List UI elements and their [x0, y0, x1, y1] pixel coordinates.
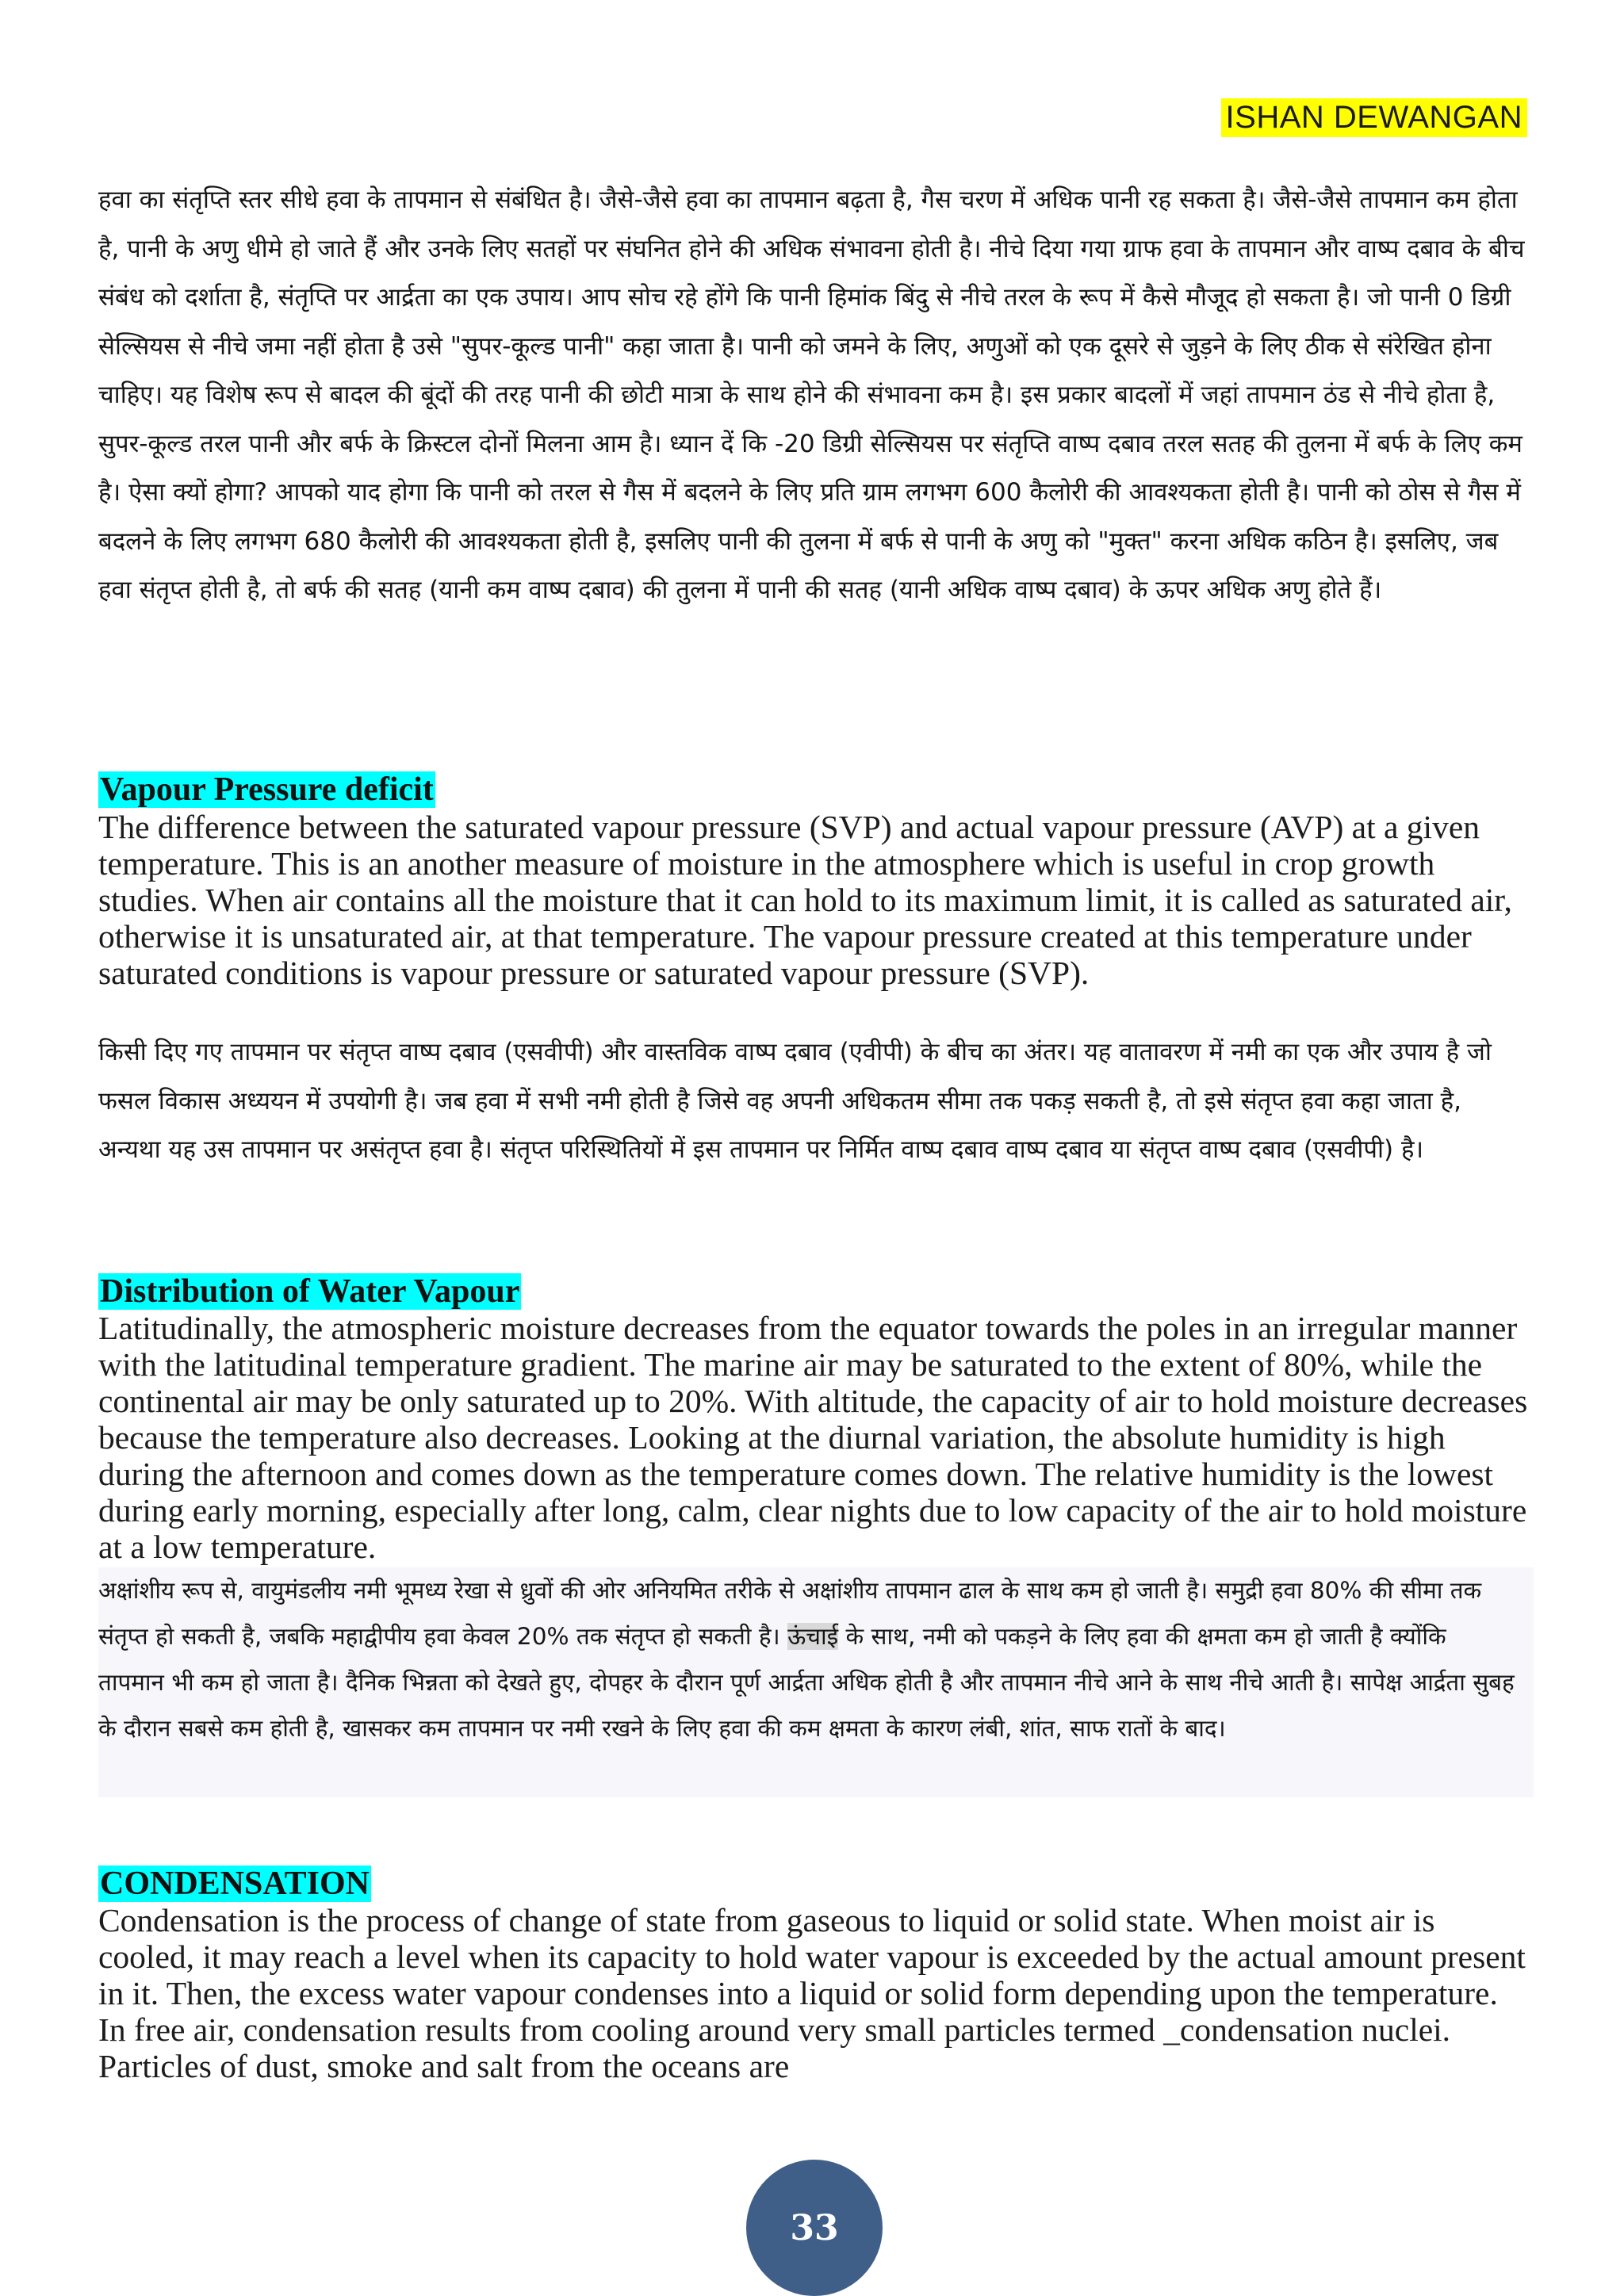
- paragraph-hindi-saturation: हवा का संतृप्ति स्तर सीधे हवा के तापमान से संबंधित है। जैसे-जैसे हवा का तापमान बढ़ता है, गैस चरण में अधिक पानी रह सकता है। जैसे-जैसे तापमान कम होता है, पानी के अणु धीमे हो जाते हैं और उनके लिए सतहों पर संघनित होने की अधिक संभावना होती है। नीचे दिया गया ग्राफ हवा के तापमान और वाष्प दबाव के बीच संबंध को दर्शाता है, संतृप्ति पर आर्द्रता का एक उपाय। आप सोच रहे होंगे कि पानी हिमांक बिंदु से नीचे तरल के रूप में कैसे मौजूद हो सकता है। जो पानी 0 डिग्री सेल्सियस से नीचे जमा नहीं होता है उसे "सुपर-कूल्ड पानी" कहा जाता है। पानी को जमने के लिए, अणुओं को एक दूसरे से जुड़ने के लिए ठीक से संरेखित होना चाहिए। यह विशेष रूप से बादल की बूंदों की तरह पानी की छोटी मात्रा के साथ होने की संभावना कम है। इस प्रकार बादलों में जहां तापमान ठंड से नीचे होता है, सुपर-कूल्ड तरल पानी और बर्फ के क्रिस्टल दोनों मिलना आम है। ध्यान दें कि -20 डिग्री सेल्सियस पर संतृप्ति वाष्प दबाव तरल सतह की तुलना में बर्फ के लिए कम है। ऐसा क्यों होगा? आपको याद होगा कि पानी को तरल से गैस में बदलने के लिए प्रति ग्राम लगभग 600 कैलोरी की आवश्यकता होती है। पानी को ठोस से गैस में बदलने के लिए लगभग 680 कैलोरी की आवश्यकता होती है, इसलिए पानी की तुलना में बर्फ से पानी के अणु को "मुक्त" करना अधिक कठिन है। इसलिए, जब हवा संतृप्त होती है, तो बर्फ की सतह (यानी कम वाष्प दबाव) की तुलना में पानी की सतह (यानी अधिक वाष्प दबाव) के ऊपर अधिक अणु होते हैं।: [98, 186, 1525, 604]
- heading-highlight: Distribution of Water Vapour: [100, 1273, 520, 1310]
- highlighted-word: ऊंचाई: [787, 1623, 839, 1650]
- heading-distribution-water-vapour: [98, 1273, 521, 1310]
- heading-condensation: [98, 1866, 371, 1902]
- page-number-badge: 33: [746, 2160, 883, 2296]
- paragraph-english-distribution: Latitudinally, the atmospheric moisture decreases from the equator towards the poles in an irregular manner with the latitudinal temperature gradient. The marine air may be saturated to the extent of 80%, while the continental air may be only saturated up to 20%. With altitude, the capacity of air to hold moisture decreases because the temperature also decreases. Looking at the diurnal variation, the absolute humidity is high during the afternoon and comes down as the temperature comes down. The relative humidity is the lowest during early morning, especially after long, calm, clear nights due to low capacity of the air to hold moisture at a low temperature.: [98, 1310, 1528, 1565]
- paragraph-hindi-vpd: किसी दिए गए तापमान पर संतृप्त वाष्प दबाव (एसवीपी) और वास्तविक वाष्प दबाव (एवीपी) के बीच का अंतर। यह वातावरण में नमी का एक और उपाय है जो फसल विकास अध्ययन में उपयोगी है। जब हवा में सभी नमी होती है जिसे वह अपनी अधिकतम सीमा तक पकड़ सकती है, तो इसे संतृप्त हवा कहा जाता है, अन्यथा यह उस तापमान पर असंतृप्त हवा है। संतृप्त परिस्थितियों में इस तापमान पर निर्मित वाष्प दबाव वाष्प दबाव या संतृप्त वाष्प दबाव (एसवीपी) है।: [98, 1038, 1492, 1164]
- hindi-text-box: [98, 1567, 1534, 1797]
- heading-highlight: Vapour Pressure deficit: [100, 771, 434, 808]
- paragraph-english-vpd: The difference between the saturated vapour pressure (SVP) and actual vapour pressure (AVP) at a given temperature. This is an another measure of moisture in the atmosphere which is useful in crop growth studies. When air contains all the moisture that it can hold to its maximum limit, it is called as saturated air, otherwise it is unsaturated air, at that temperature. The vapour pressure created at this temperature under saturated conditions is vapour pressure or saturated vapour pressure (SVP).: [98, 809, 1512, 991]
- paragraph-hindi-distribution: [98, 1567, 1518, 1751]
- paragraph-english-condensation: Condensation is the process of change of state from gaseous to liquid or solid state. When moist air is cooled, it may reach a level when its capacity to hold water vapour is exceeded by the actual amount present in it. Then, the excess water vapour condenses into a liquid or solid form depending upon the temperature. In free air, condensation results from cooling around very small particles termed _condensation nuclei. Particles of dust, smoke and salt from the oceans are: [98, 1902, 1526, 2084]
- author-name-header: ISHAN DEWANGAN: [1221, 98, 1527, 137]
- hindi-text-part: अक्षांशीय रूप से, वायुमंडलीय नमी भूमध्य रेखा से ध्रुवों की ओर अनियमित तरीके से अक्षांशीय तापमान ढाल के साथ कम हो जाती है। समुद्री हवा 80% की सीमा तक संतृप्त हो सकती है, जबकि महाद्वीपीय हवा केवल 20% तक संतृप्त हो सकती है।: [98, 1577, 1482, 1650]
- heading-highlight: CONDENSATION: [100, 1866, 370, 1902]
- hindi-text-part: के साथ, नमी को पकड़ने के लिए हवा की क्षमता कम हो जाती है क्योंकि तापमान भी कम हो जाता है। दैनिक भिन्नता को देखते हुए, दोपहर के दौरान पूर्ण आर्द्रता अधिक होती है और तापमान नीचे आने के साथ नीचे आती है। सापेक्ष आर्द्रता सुबह के दौरान सबसे कम होती है, खासकर कम तापमान पर नमी रखने के लिए हवा की कम क्षमता के कारण लंबी, शांत, साफ रातों के बाद।: [98, 1623, 1515, 1742]
- heading-vapour-pressure-deficit: [98, 771, 435, 808]
